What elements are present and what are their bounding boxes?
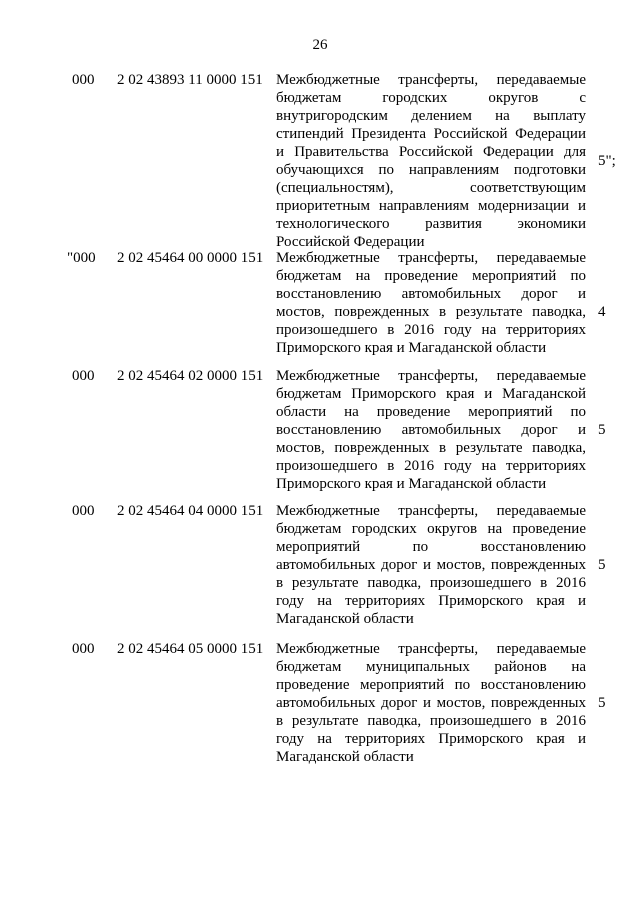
admin-code: 000 <box>72 641 95 657</box>
row-name: Межбюджетные трансферты, передаваемые бюджетам муниципальных районов на проведение мероприятий по восстановлению автомобильных дорог и мостов, поврежденных в результате паводка, произошедшего в 2016 году на территориях Приморского края и Магаданской области <box>276 641 586 765</box>
admin-code: 000 <box>72 368 95 384</box>
row-name: Межбюджетные трансферты, передаваемые бюджетам на проведение мероприятий по восстановлению автомобильных дорог и мостов, поврежденных в результате паводка, произошедшего в 2016 году на территориях Приморского края и Магаданской области <box>276 250 586 356</box>
budget-code-table <box>0 71 640 766</box>
admin-code: 000 <box>72 503 95 519</box>
table-row <box>0 502 640 640</box>
table-row <box>0 640 640 766</box>
row-value: 5"; <box>598 153 616 169</box>
row-name: Межбюджетные трансферты, передаваемые бюджетам Приморского края и Магаданской области на проведение мероприятий по восстановлению автомобильных дорог и мостов, поврежденных в результате паводка, произошедшего в 2016 году на территориях Приморского края и Магаданской области <box>276 368 586 492</box>
table-row <box>0 249 640 367</box>
budget-code: 2 02 45464 00 0000 151 <box>117 250 264 266</box>
table-row <box>0 71 640 249</box>
admin-code: "000 <box>67 250 96 266</box>
row-name: Межбюджетные трансферты, передаваемые бюджетам городских округов на проведение мероприятий по восстановлению автомобильных дорог и мостов, поврежденных в результате паводка, произошедшего в 2016 году на территориях Приморского края и Магаданской области <box>276 503 586 627</box>
budget-code: 2 02 45464 05 0000 151 <box>117 641 264 657</box>
row-value: 5 <box>598 422 606 438</box>
admin-code: 000 <box>72 72 95 88</box>
budget-code: 2 02 45464 04 0000 151 <box>117 503 264 519</box>
page-number: 26 <box>312 37 328 53</box>
row-value: 5 <box>598 695 606 711</box>
row-name: Межбюджетные трансферты, передаваемые бюджетам городских округов с внутригородским делением на выплату стипендий Президента Российской Федерации и Правительства Российской Федерации для обучающихся по направлениям подготовки (специальностям), соответствующим приоритетным направлениям модернизации и технологического развития экономики Российской Федерации <box>276 72 586 250</box>
budget-code: 2 02 43893 11 0000 151 <box>117 72 263 88</box>
row-value: 4 <box>598 304 606 320</box>
table-row <box>0 367 640 502</box>
row-value: 5 <box>598 557 606 573</box>
budget-code: 2 02 45464 02 0000 151 <box>117 368 264 384</box>
